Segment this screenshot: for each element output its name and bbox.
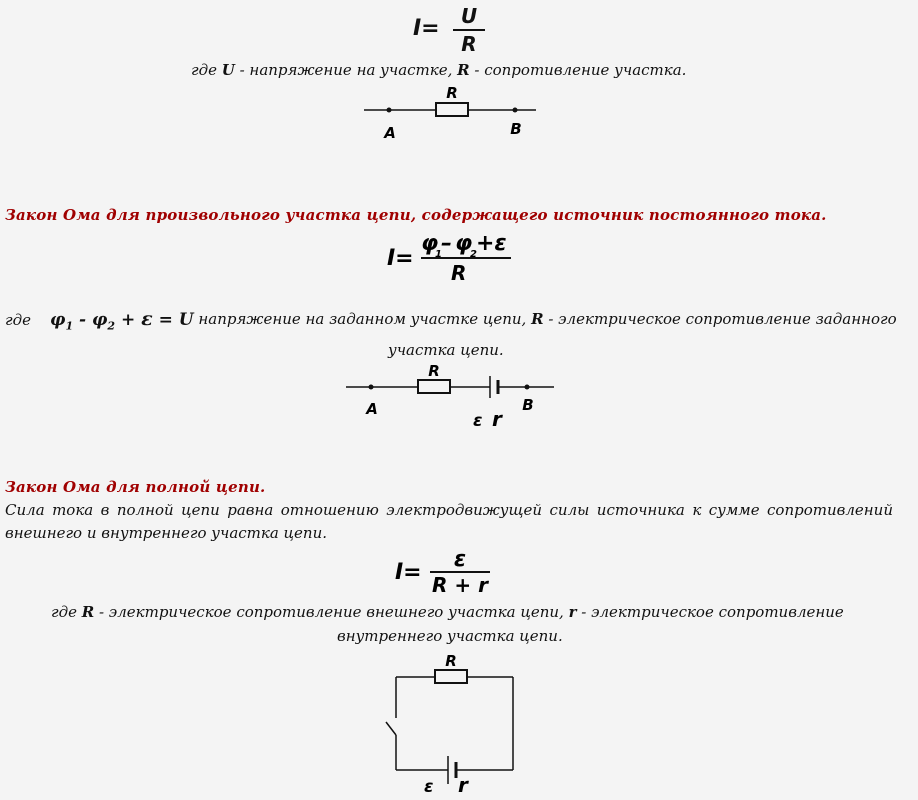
formula-lhs: I= (387, 246, 414, 271)
text-fragment: - электрическое сопротивление (576, 603, 844, 621)
body2-wrap (531, 307, 897, 338)
plus: + (115, 310, 142, 330)
text-body1: напряжение на заданном участке цепи, (193, 310, 532, 328)
formula-numerator: ε (453, 547, 467, 572)
paragraph-line2: внешнего и внутреннего участка цепи. (5, 524, 327, 542)
formula-ohm-full (392, 546, 502, 598)
eps: ε (141, 308, 153, 330)
label-a: A (366, 400, 378, 418)
symbol-u: U (221, 61, 235, 79)
formula-ohm-with-source (383, 230, 523, 286)
switch-blade (386, 722, 396, 735)
label-r-internal: r (458, 773, 468, 797)
heading-ohm-arbitrary-section: Закон Ома для произвольного участка цепи, содержащего источник постоянного тока. (5, 206, 827, 224)
symbol-phi1 (50, 308, 194, 333)
text-fragment: - сопротивление участка. (469, 61, 687, 79)
sub2: 2 (107, 319, 116, 333)
formula-numerator: φ (421, 231, 439, 256)
resistor (418, 380, 450, 393)
formula2-explanation (5, 307, 897, 338)
circuit-diagram-with-source (342, 360, 562, 432)
node-a (387, 108, 392, 113)
paragraph-line1: Сила тока в полной цепи равна отношению электродвижущей силы источника к сумме сопротивлений (5, 501, 893, 519)
heading-ohm-full-circuit: Закон Ома для полной цепи. (5, 478, 266, 496)
formula-denominator: R (451, 261, 467, 285)
text-fragment: где (51, 603, 82, 621)
formula-denominator: R + r (432, 573, 488, 597)
label-a: A (384, 124, 396, 142)
resistor (436, 103, 468, 116)
symbol-r-internal: r (568, 603, 577, 621)
subscript-1: 1 (435, 249, 442, 260)
formula-ohm-section (413, 4, 503, 56)
fraction-bar (453, 29, 485, 31)
text-fragment (5, 307, 194, 338)
formula-lhs: I= (395, 560, 422, 585)
sub1: 1 (65, 319, 74, 333)
symbol-r: R (457, 61, 470, 79)
text-fragment: - электрическое сопротивление внешнего участка цепи, (94, 603, 569, 621)
symbol-r: R (531, 310, 544, 328)
dash: - (73, 310, 92, 330)
eq-u: = U (152, 310, 194, 330)
subscript-2: 2 (470, 249, 477, 260)
symbol-r: R (81, 603, 95, 621)
label-eps: ε (424, 777, 434, 797)
label-eps: ε (473, 411, 483, 431)
text-where: где (5, 311, 31, 329)
formula3-explanation-line2: внутреннего участка цепи. (337, 627, 563, 645)
formula1-explanation (191, 58, 686, 82)
minus-sign: – (441, 231, 452, 256)
formula-numerator: U (460, 4, 478, 28)
text-body2: - электрическое сопротивление заданного (543, 310, 897, 328)
node-b (513, 108, 518, 113)
label-b: B (522, 396, 534, 414)
text-fragment (194, 307, 897, 338)
formula3-explanation (51, 600, 844, 624)
phi2: φ (92, 310, 108, 330)
phi1: φ (50, 310, 66, 330)
formula-lhs: I= (413, 16, 440, 41)
phi-2: φ (455, 231, 473, 256)
label-r-internal: r (492, 407, 502, 431)
circuit-diagram-section (360, 82, 540, 142)
plus-eps: +ε (476, 231, 507, 256)
formula-denominator: R (461, 32, 477, 56)
node-b (525, 385, 530, 390)
label-r: R (446, 84, 458, 102)
node-a (369, 385, 374, 390)
label-b: B (510, 120, 522, 138)
circuit-diagram-full (378, 650, 528, 800)
text-fragment: где (191, 61, 222, 79)
label-r: R (428, 362, 440, 380)
label-r: R (445, 652, 457, 670)
resistor (435, 670, 467, 683)
formula2-explanation-line2: участка цепи. (388, 341, 504, 359)
text-fragment: - напряжение на участке, (234, 61, 458, 79)
